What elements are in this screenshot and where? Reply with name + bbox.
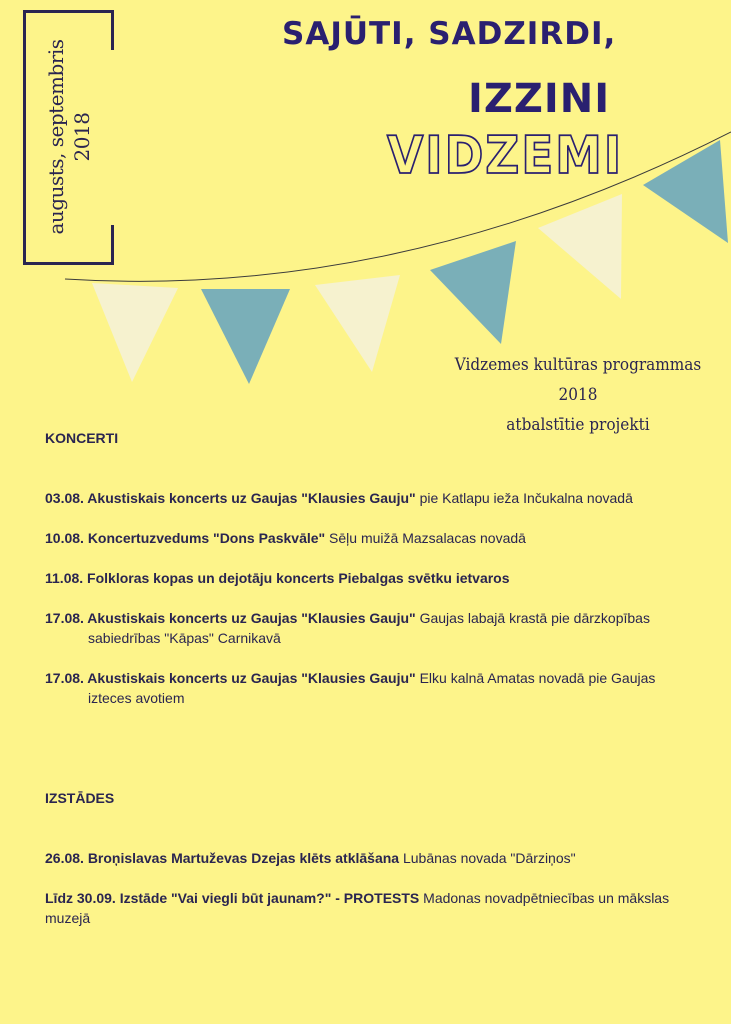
list-item: Līdz 30.09. Izstāde "Vai viegli būt jaunam?" - PROTESTS Madonas novadpētniecības un mākslas muzejā [45, 890, 670, 926]
date-year: 2018 [70, 112, 94, 162]
list-item: 03.08. Akustiskais koncerts uz Gaujas "Klausies Gauju" pie Katlapu ieža Inčukalna novadā [45, 490, 633, 506]
section-heading-koncerti: KONCERTI [45, 430, 119, 446]
list-item: 26.08. Broņislavas Martuževas Dzejas klēts atklāšana Lubānas novada "Dārziņos" [45, 850, 576, 866]
list-item: 17.08. Akustiskais koncerts uz Gaujas "Klausies Gauju" Gaujas labajā krastā pie dārzkopības sabiedrības "Kāpas" Carnikavā [45, 610, 650, 646]
pennant-cream-1 [92, 283, 178, 382]
subtitle-line-2: atbalstītie projekti [506, 415, 650, 435]
bunting-decoration [0, 0, 731, 400]
list-item: 17.08. Akustiskais koncerts uz Gaujas "Klausies Gauju" Elku kalnā Amatas novadā pie Gaujas izteces avotiem [45, 670, 656, 706]
section-heading-izstades: IZSTĀDES [45, 790, 115, 806]
pennant-teal-3 [643, 140, 728, 243]
svg-text:VIDZEMI: VIDZEMI [387, 127, 623, 183]
headline-line-1: SAJŪTI, SADZIRDI, [282, 16, 617, 52]
programme-list [45, 430, 685, 928]
date-months: augusts, septembris [44, 39, 68, 235]
headline-line-2: IZZINI [468, 76, 611, 122]
pennant-cream-2 [315, 275, 400, 372]
list-item: 11.08. Folkloras kopas un dejotāju koncerts Piebalgas svētku ietvaros [45, 570, 510, 586]
list-item: 10.08. Koncertuzvedums "Dons Paskvāle" Sēļu muižā Mazsalacas novadā [45, 530, 526, 546]
subtitle-line-1: Vidzemes kultūras programmas 2018 [454, 355, 702, 405]
subtitle [454, 350, 702, 440]
pennant-teal-2 [430, 241, 516, 344]
pennant-teal-1 [201, 289, 290, 384]
